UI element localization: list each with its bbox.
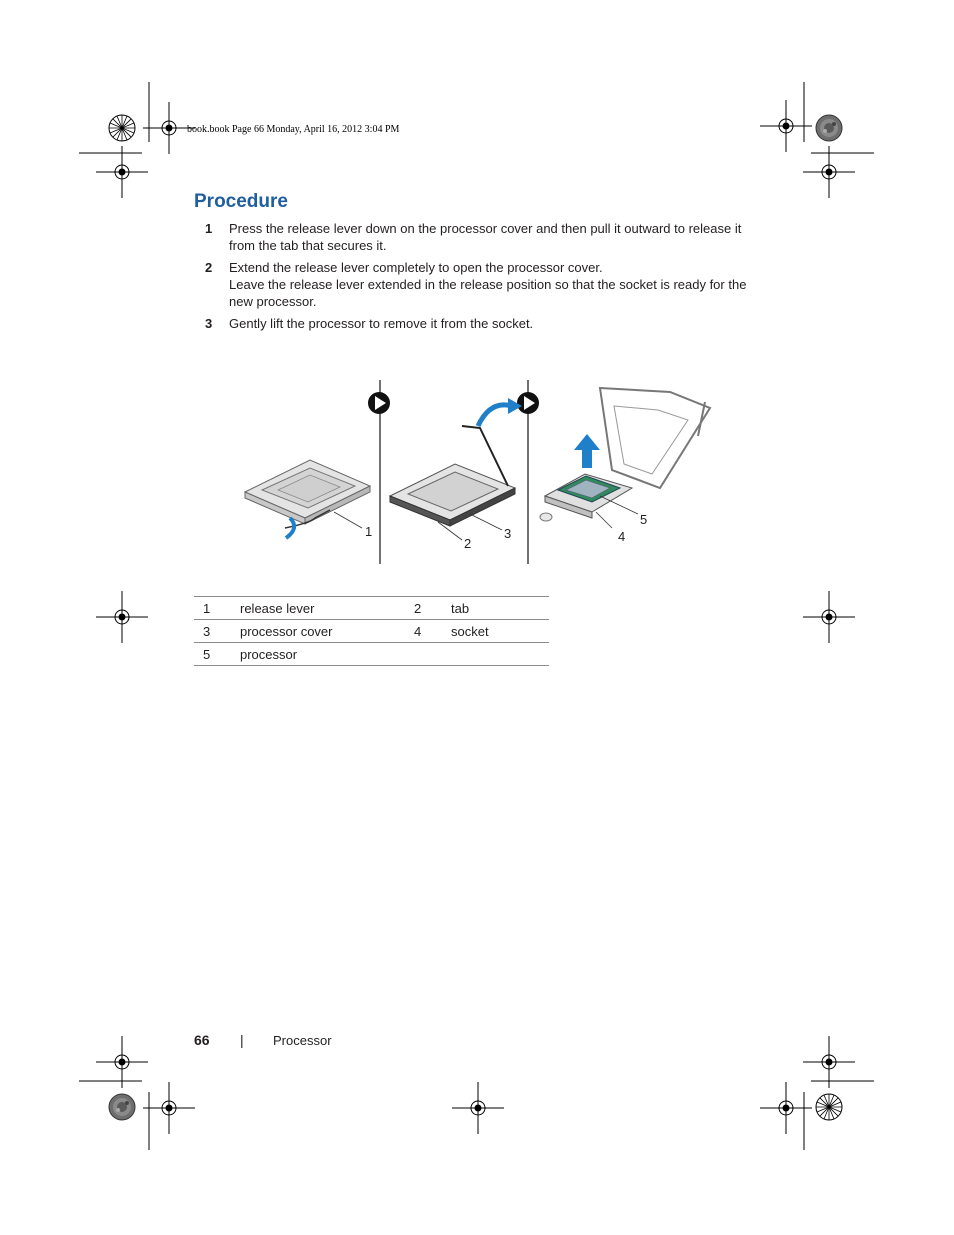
- table-row: [194, 643, 549, 666]
- page-number: 66: [194, 1032, 210, 1048]
- callout-3: 3: [504, 526, 512, 541]
- next-step-icon: [517, 392, 539, 414]
- legend-label: [451, 643, 549, 666]
- next-step-icon: [368, 392, 390, 414]
- legend-number: 3: [194, 620, 240, 643]
- footer-separator: |: [240, 1032, 244, 1048]
- legend-number: 2: [405, 597, 451, 620]
- step-note-text: Leave the release lever extended in the release position so that the socket is ready for the new processor.: [229, 277, 747, 309]
- lift-arrow-icon: [478, 405, 512, 426]
- section-heading: Procedure: [194, 191, 288, 212]
- table-row: [194, 620, 549, 643]
- socket-closed-drawing: [245, 460, 373, 539]
- processor-removal-illustration: [240, 378, 730, 568]
- legend-label: processor cover: [240, 620, 405, 643]
- legend-number: 4: [405, 620, 451, 643]
- table-row: [194, 597, 549, 620]
- lift-arrow-icon: [574, 434, 600, 468]
- legend-label: processor: [240, 643, 405, 666]
- step-number: 2: [205, 260, 213, 275]
- legend-number: 5: [194, 643, 240, 666]
- callout-1: 1: [365, 524, 373, 539]
- step-text: Extend the release lever completely to open the processor cover.: [229, 260, 603, 275]
- step-number: 1: [205, 221, 213, 236]
- step-number: 3: [205, 316, 213, 331]
- step-text: Press the release lever down on the processor cover and then pull it outward to release it from the tab that secures it.: [229, 221, 742, 253]
- callout-legend-table: [194, 596, 549, 666]
- legend-label: tab: [451, 597, 549, 620]
- socket-lever-raised-drawing: [390, 398, 522, 526]
- step-text: Gently lift the processor to remove it from the socket.: [229, 316, 534, 331]
- legend-label: socket: [451, 620, 549, 643]
- callout-2: 2: [464, 536, 472, 551]
- legend-number: 1: [194, 597, 240, 620]
- callout-5: 5: [640, 512, 648, 527]
- footer-section-title: Processor: [273, 1033, 332, 1048]
- callout-4: 4: [618, 529, 626, 544]
- legend-label: release lever: [240, 597, 405, 620]
- print-header: book.book Page 66 Monday, April 16, 2012 3:04 PM: [187, 124, 400, 135]
- legend-number: [405, 643, 451, 666]
- socket-open-drawing: [540, 388, 710, 521]
